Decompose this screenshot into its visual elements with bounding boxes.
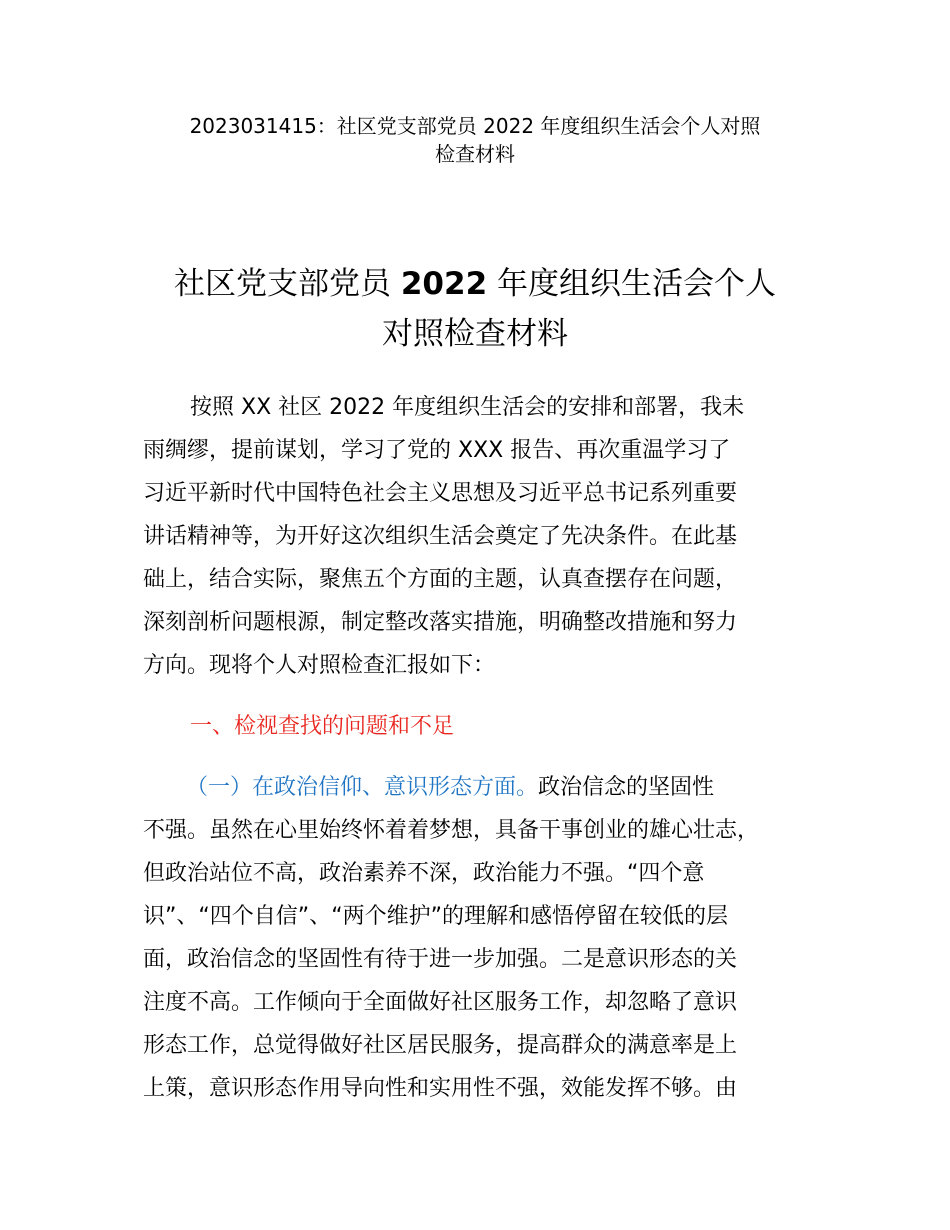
intro-line: 按照 XX 社区 2022 年度组织生活会的安排和部署，我未 [190, 395, 745, 420]
subsection-heading-1: （一）在政治信仰、意识形态方面。 [186, 775, 539, 800]
intro-line: 习近平新时代中国特色社会主义思想及习近平总书记系列重要 [143, 481, 738, 506]
subsection-line: 面，政治信念的坚固性有待于进一步加强。二是意识形态的关 [143, 947, 738, 972]
intro-line: 方向。现将个人对照检查汇报如下： [143, 653, 496, 678]
subsection-line: 上策，意识形态作用导向性和实用性不强，效能发挥不够。由 [143, 1076, 738, 1101]
subsection-line: 形态工作，总觉得做好社区居民服务，提高群众的满意率是上 [143, 1033, 738, 1058]
intro-line: 础上，结合实际，聚焦五个方面的主题，认真查摆存在问题， [143, 567, 738, 592]
subsection-line: 识”、“四个自信”、“两个维护”的理解和感悟停留在较低的层 [143, 904, 728, 929]
doc-title-line-2: 对照检查材料 [382, 316, 568, 352]
doc-header-line-2: 检查材料 [435, 142, 515, 166]
subsection-line: 但政治站位不高，政治素养不深，政治能力不强。“四个意 [143, 861, 705, 886]
subsection-line: 注度不高。工作倾向于全面做好社区服务工作，却忽略了意识 [143, 990, 738, 1015]
intro-line: 雨绸缪，提前谋划，学习了党的 XXX 报告、再次重温学习了 [143, 438, 731, 463]
doc-title-year: 2022 [400, 266, 488, 302]
subsection-first-line-rest: 政治信念的坚固性 [538, 775, 715, 800]
subsection-first-line [186, 773, 714, 803]
doc-title-part-b: 年度组织生活会个人 [487, 266, 776, 302]
doc-title-line-1 [0, 264, 950, 304]
doc-header-line-1: 2023031415：社区党支部党员 2022 年度组织生活会个人对照 [189, 114, 761, 138]
intro-line: 讲话精神等，为开好这次组织生活会奠定了先决条件。在此基 [143, 524, 738, 549]
doc-title-part-a: 社区党支部党员 [174, 266, 401, 302]
section-heading-1: 一、检视查找的问题和不足 [190, 714, 455, 739]
intro-line: 深刻剖析问题根源，制定整改落实措施，明确整改措施和努力 [143, 610, 738, 635]
subsection-line: 不强。虽然在心里始终怀着着梦想，具备干事创业的雄心壮志， [143, 818, 760, 843]
